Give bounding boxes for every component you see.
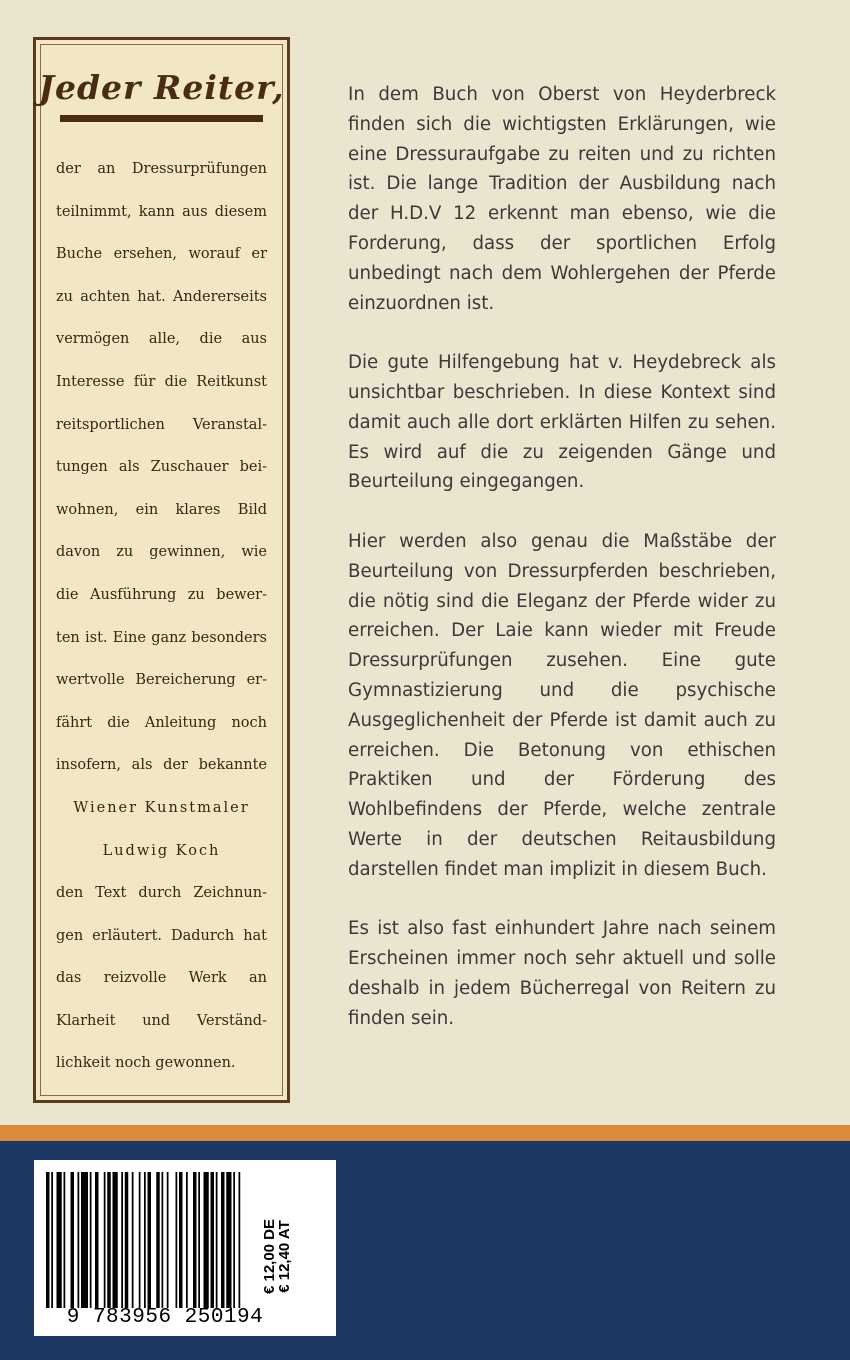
price-block xyxy=(261,1168,330,1328)
barcode-panel xyxy=(34,1160,336,1336)
excerpt-line: zu achten hat. Andererseits xyxy=(56,288,267,305)
excerpt-line: Interesse für die Reitkunst xyxy=(56,373,267,390)
excerpt-line: gen erläutert. Dadurch hat xyxy=(56,927,267,944)
excerpt-line: davon zu gewinnen, wie xyxy=(56,544,267,561)
isbn-digits: 9 783956 250194 xyxy=(66,1306,264,1329)
excerpt-line: reitsportlichen Veranstal- xyxy=(56,416,267,433)
price-at: € 12,40 AT xyxy=(275,1220,293,1293)
excerpt-line: insofern, als der bekannte xyxy=(56,757,267,774)
excerpt-line: der an Dressurprüfungen xyxy=(56,161,267,177)
framed-excerpt xyxy=(33,37,290,1103)
excerpt-line: die Ausführung zu bewer- xyxy=(56,586,267,603)
excerpt-line: teilnimmt, kann aus diesem xyxy=(56,203,267,220)
excerpt-line: wohnen, ein klares Bild xyxy=(56,501,267,518)
excerpt-line: ten ist. Eine ganz besonders xyxy=(56,629,267,646)
excerpt-line: tungen als Zuschauer bei- xyxy=(56,459,267,476)
excerpt-line: Buche ersehen, worauf er xyxy=(56,246,267,263)
blurb-paragraph: In dem Buch von Oberst von Heyderbreck finden sich die wichtigsten Erklärungen, wie eine Dressuraufgabe zu reiten und zu richten ist. Die lange Tradition der Ausbildung nach der H.D.V 12 erkennt man ebenso, wie die Forderung, dass der sportlichen Erfolg unbedingt nach dem Wohlergehen der Pferde einzuordnen ist. xyxy=(348,84,776,314)
accent-band xyxy=(0,1125,850,1141)
back-cover-blurb xyxy=(348,80,776,1063)
excerpt-line: wertvolle Bereicherung er- xyxy=(56,672,267,689)
price-de: € 12,00 DE xyxy=(261,1218,279,1295)
blurb-paragraph: Hier werden also genau die Maßstäbe der Beurteilung von Dressurpferden beschrieben, die nötig sind die Eleganz der Pferde wider zu erreichen. Der Laie kann wieder mit Freude Dressurprüfungen zusehen. Eine gute Gymnastizierung und die psychische Ausgeglichenheit der Pferde ist damit auch zu erreichen. Die Betonung von ethischen Praktiken und der Förderung des Wohlbefindens der Pferde, welche zentrale Werte in der deutschen Reitausbildung darstellen findet man implizit in diesem Buch. xyxy=(348,530,776,880)
excerpt-line: den Text durch Zeichnun- xyxy=(56,885,267,902)
excerpt-title: Jeder Reiter, xyxy=(38,68,285,107)
excerpt-text xyxy=(56,148,267,1085)
blurb-paragraph: Es ist also fast einhundert Jahre nach seinem Erscheinen immer noch sehr aktuell und solle deshalb in jedem Bücherregal von Reitern zu finden sein. xyxy=(348,918,776,1029)
excerpt-line: fährt die Anleitung noch xyxy=(56,714,267,731)
excerpt-title-rule xyxy=(60,115,263,122)
excerpt-line: lichkeit noch gewonnen. xyxy=(56,1055,236,1072)
excerpt-line: das reizvolle Werk an xyxy=(56,970,267,987)
blurb-paragraph: Die gute Hilfengebung hat v. Heydebreck als unsichtbar beschrieben. In diese Kontext sind damit auch alle dort erklärten Hilfen zu sehen. Es wird auf die zu zeigenden Gänge und Beurteilung eingegangen. xyxy=(348,352,776,493)
barcode-icon xyxy=(44,1172,284,1308)
excerpt-line: Wiener Kunstmaler xyxy=(73,799,250,816)
excerpt-line: vermögen alle, die aus xyxy=(56,331,267,348)
excerpt-line: Klarheit und Verständ- xyxy=(56,1012,267,1029)
excerpt-line: Ludwig Koch xyxy=(102,842,221,859)
